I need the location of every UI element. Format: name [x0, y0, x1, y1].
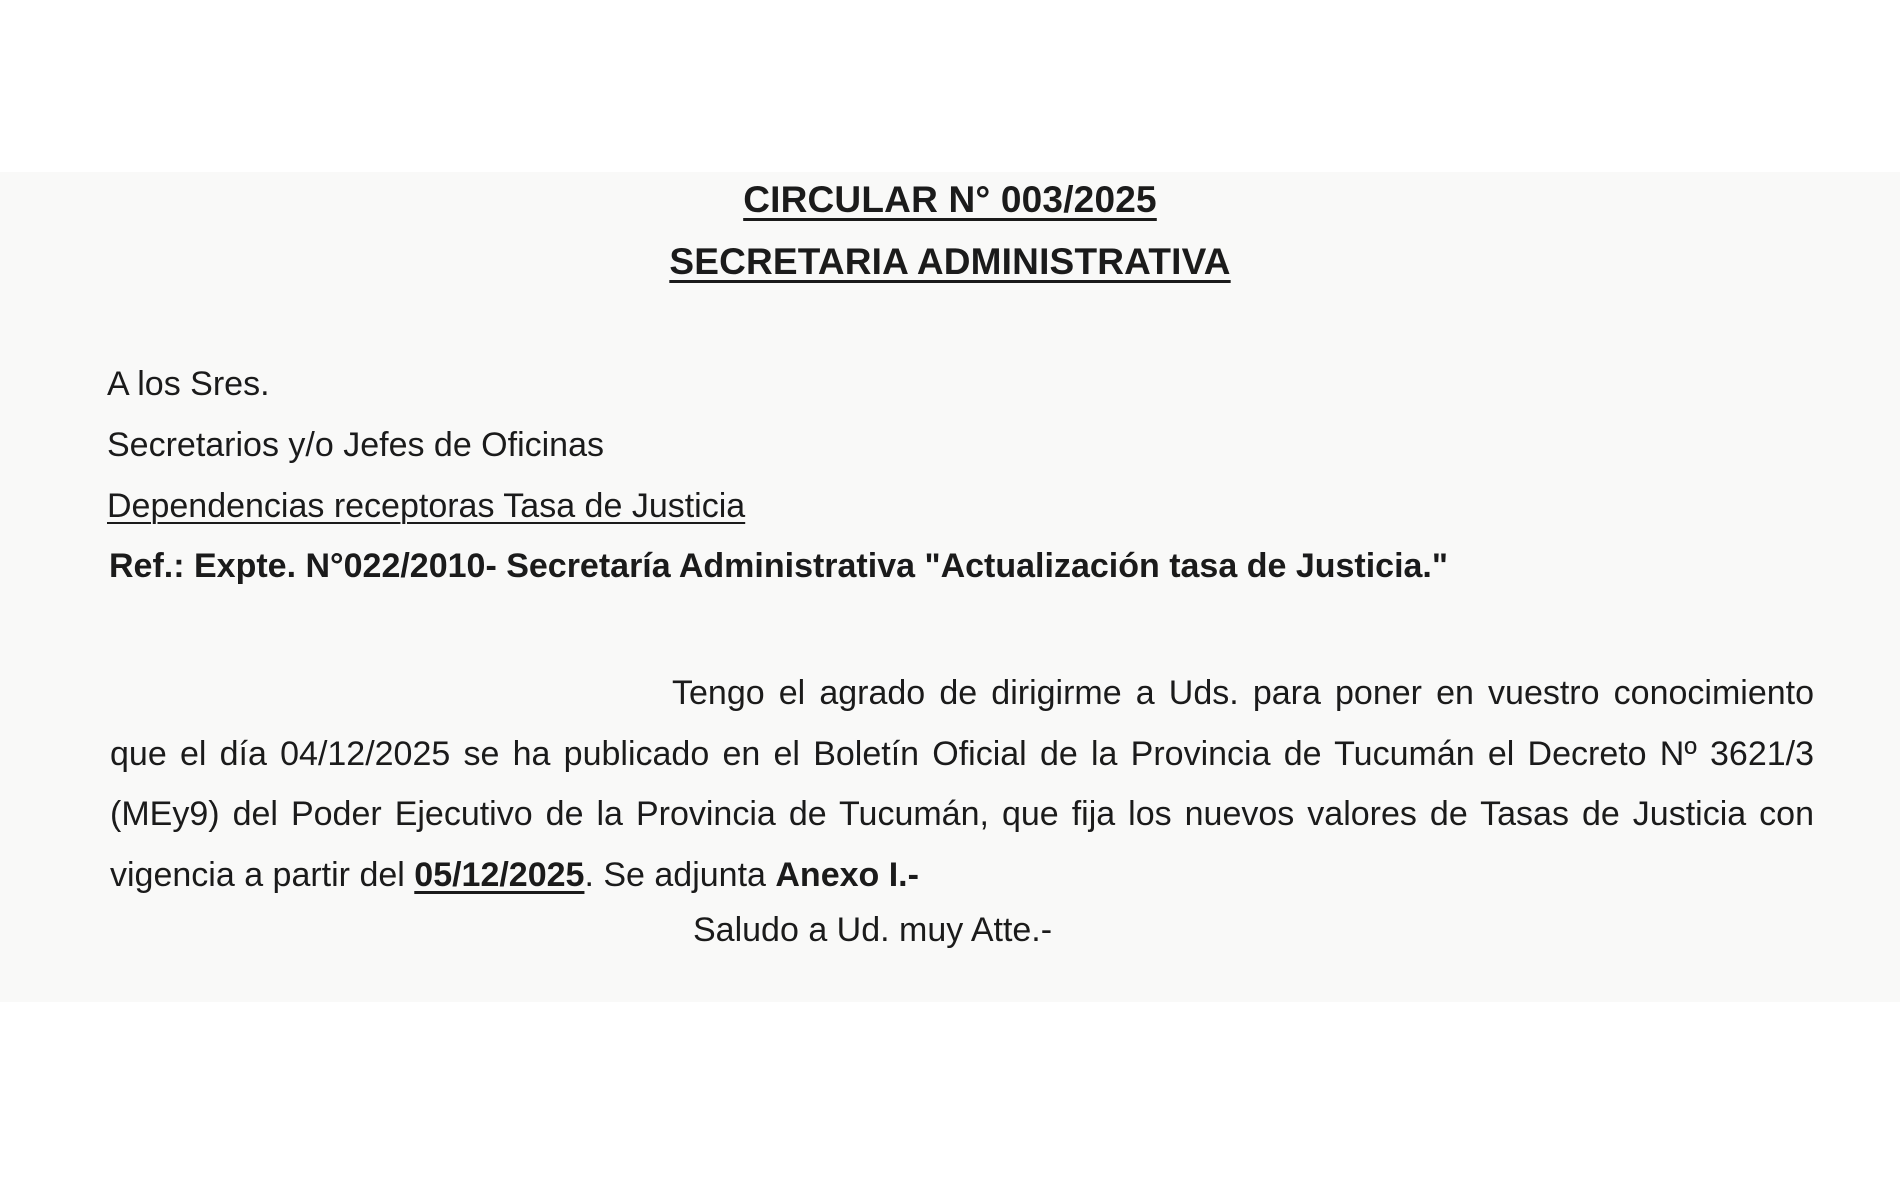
reference-line: Ref.: Expte. N°022/2010- Secretaría Administrativa "Actualización tasa de Justicia." — [109, 547, 1448, 585]
annex-reference: Anexo I.- — [775, 855, 919, 894]
addressee-recipients: Secretarios y/o Jefes de Oficinas — [107, 426, 605, 464]
effective-date: 05/12/2025 — [414, 855, 585, 894]
circular-title: CIRCULAR N° 003/2025 — [743, 179, 1157, 220]
closing-salutation: Saludo a Ud. muy Atte.- — [693, 911, 1053, 949]
addressee-salutation: A los Sres. — [107, 365, 270, 403]
body-text-part2: . Se adjunta — [584, 855, 776, 894]
department-heading: SECRETARIA ADMINISTRATIVA — [669, 241, 1231, 282]
body-text-part1: Tengo el agrado de dirigirme a Uds. para poner en vuestro conocimiento que el día 04/12/2025 se ha publicado en el Boletín Oficial de la Provincia de Tucumán el Decreto Nº 3621/3 (MEy9) del Poder Ejecutivo de la Provincia de Tucumán, que fija los nuevos valores de Tasas de Justicia con vigencia a partir del — [110, 674, 1814, 894]
body-paragraph — [110, 663, 1814, 905]
addressee-dependencies: Dependencias receptoras Tasa de Justicia — [107, 487, 746, 525]
